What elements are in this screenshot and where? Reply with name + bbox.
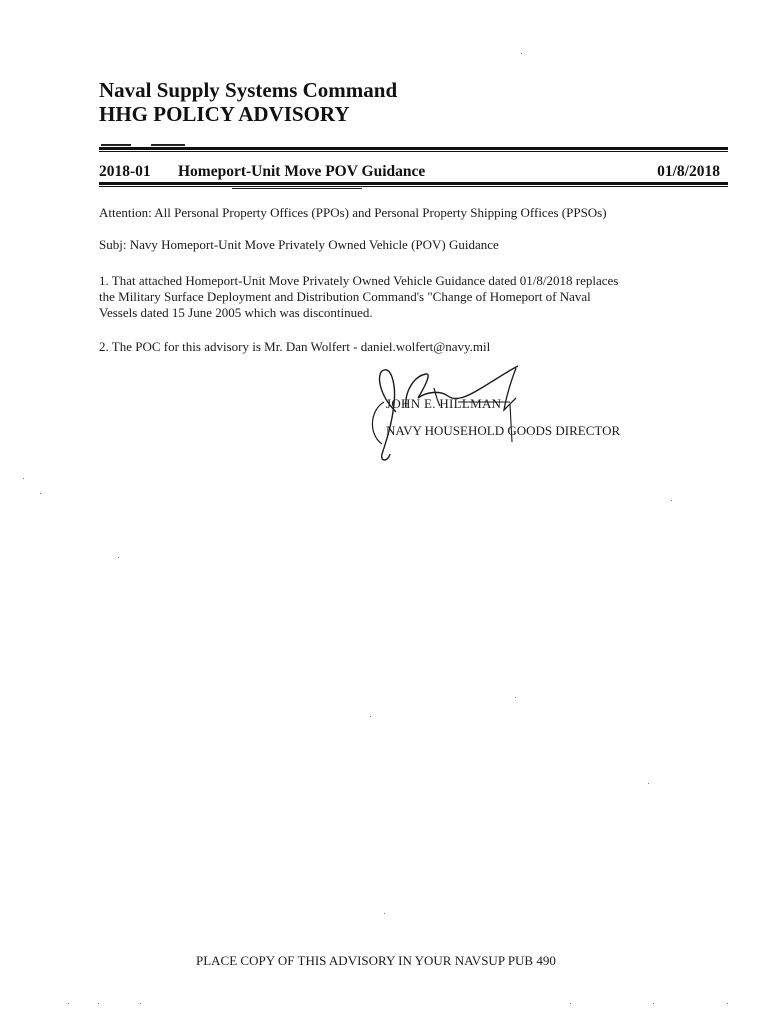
- footer-instruction: PLACE COPY OF THIS ADVISORY IN YOUR NAVSUP PUB 490: [196, 953, 556, 968]
- scan-speck: [23, 478, 24, 479]
- header-rule-bottom: [99, 182, 728, 185]
- scan-speck: [671, 500, 672, 501]
- organization-name: Naval Supply Systems Command: [99, 78, 398, 102]
- paragraph-1-line: Vessels dated 15 June 2005 which was discontinued.: [99, 305, 373, 320]
- signer-title: NAVY HOUSEHOLD GOODS DIRECTOR: [386, 423, 621, 438]
- rule-fragment: [232, 188, 362, 189]
- scan-speck: [68, 1003, 69, 1004]
- handwritten-signature: [360, 362, 530, 466]
- document-title: HHG POLICY ADVISORY: [99, 102, 350, 126]
- subject-line: Subj: Navy Homeport-Unit Move Privately Owned Vehicle (POV) Guidance: [99, 237, 499, 252]
- scan-speck: [727, 1003, 728, 1004]
- paragraph-2: 2. The POC for this advisory is Mr. Dan Wolfert - daniel.wolfert@navy.mil: [99, 339, 491, 354]
- advisory-date: 01/8/2018: [657, 163, 720, 180]
- header-rule-top: [99, 147, 728, 150]
- scan-speck: [648, 783, 649, 784]
- scan-speck: [653, 1003, 654, 1004]
- scan-speck: [40, 493, 41, 494]
- rule-fragment: [101, 144, 131, 146]
- signer-name: JOHN E. HILLMAN: [386, 396, 502, 411]
- scan-speck: [370, 716, 371, 717]
- rule-fragment: [151, 144, 185, 146]
- scan-speck: [98, 1003, 99, 1004]
- header-rule-bottom-thin: [99, 186, 728, 187]
- advisory-number: 2018-01: [99, 163, 151, 180]
- paragraph-1-line: 1. That attached Homeport-Unit Move Privately Owned Vehicle Guidance dated 01/8/2018 replaces: [99, 273, 619, 288]
- scan-speck: [140, 1003, 141, 1004]
- scan-speck: [521, 53, 522, 54]
- scan-speck: [515, 697, 516, 698]
- scan-speck: [570, 1003, 571, 1004]
- advisory-subject: Homeport-Unit Move POV Guidance: [178, 163, 426, 180]
- scan-speck: [118, 557, 119, 558]
- header-rule-top-thin: [99, 151, 728, 152]
- attention-line: Attention: All Personal Property Offices (PPOs) and Personal Property Shipping Offices (PPSOs): [99, 205, 607, 220]
- paragraph-1-line: the Military Surface Deployment and Distribution Command's "Change of Homeport of Naval: [99, 289, 591, 304]
- paragraph-1: [99, 273, 731, 321]
- scan-speck: [384, 913, 385, 914]
